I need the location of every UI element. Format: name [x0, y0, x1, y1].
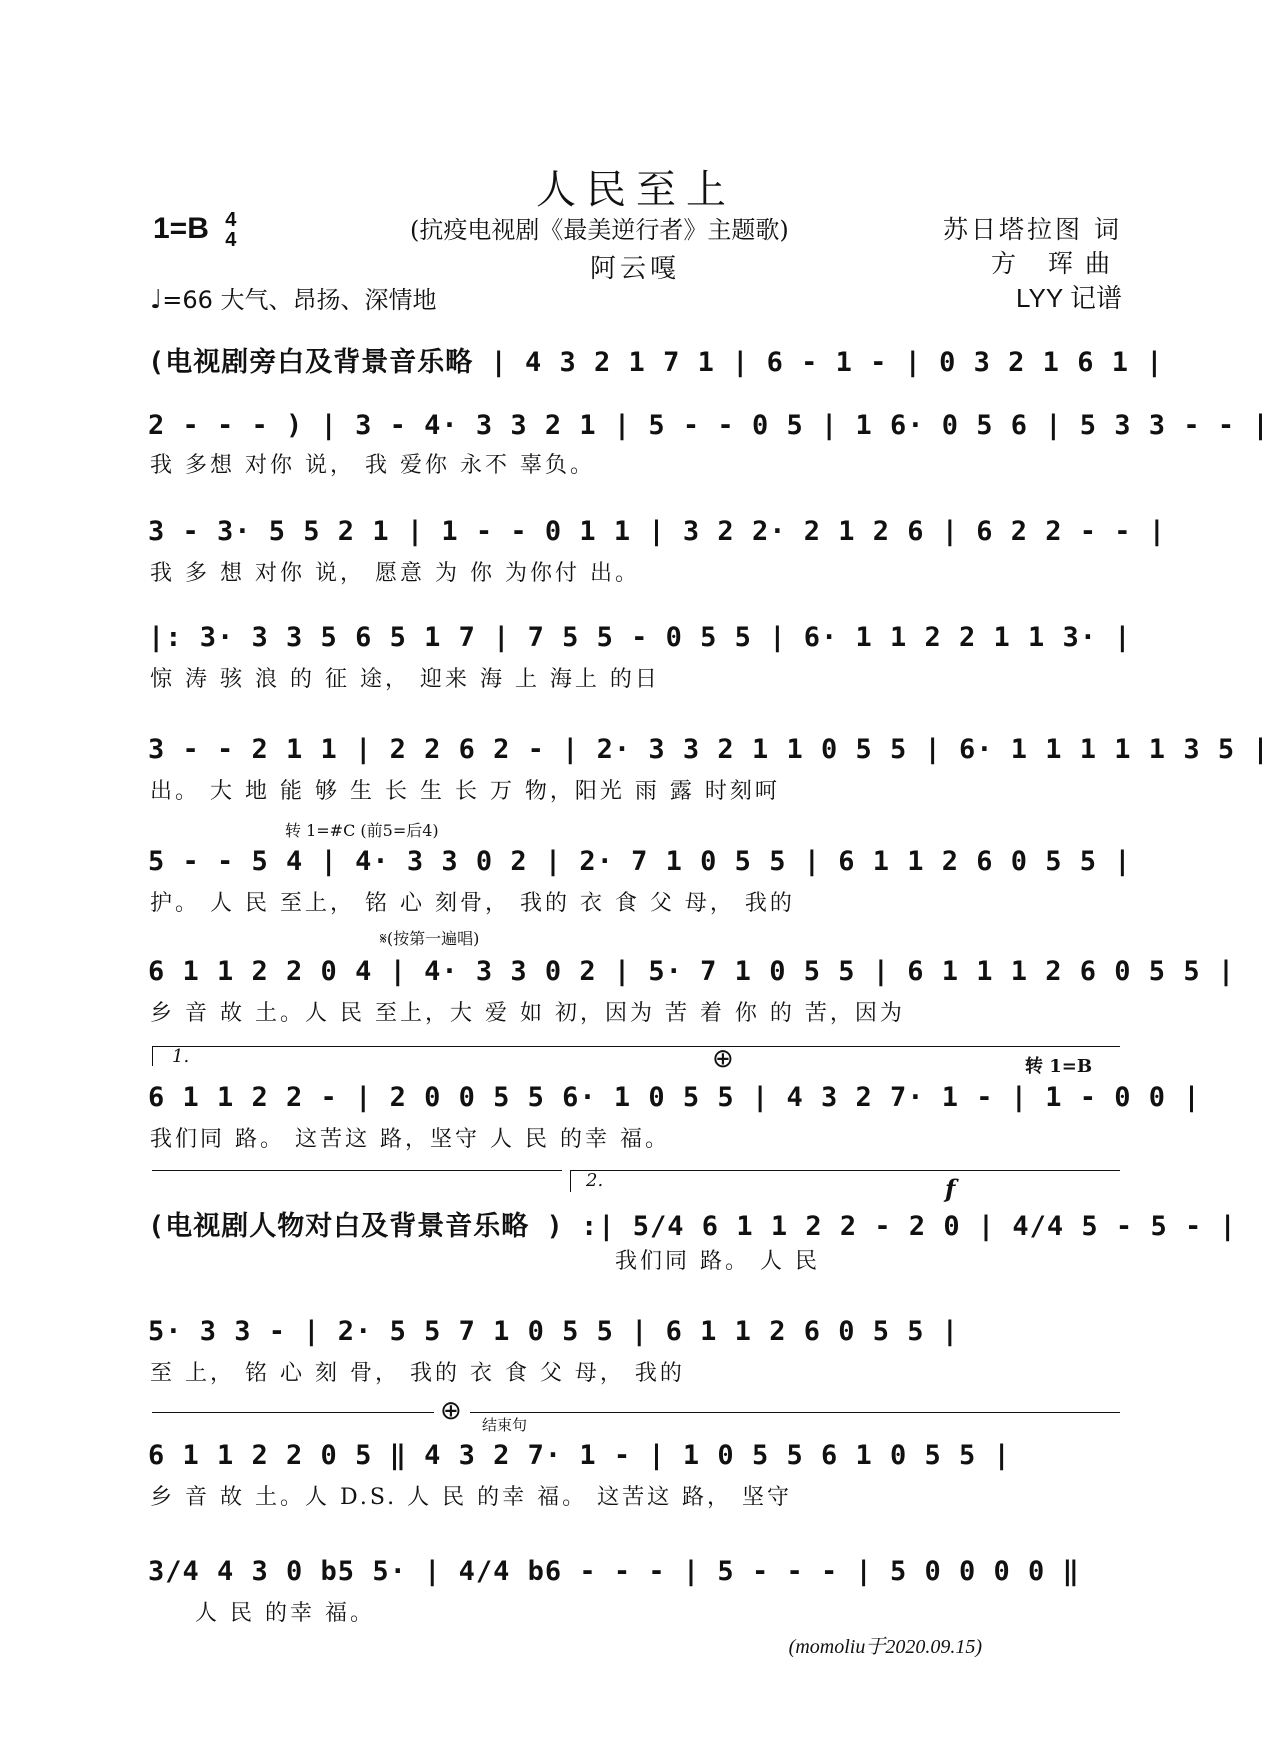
time-top: 4: [225, 209, 237, 231]
quarter-note-icon: ♩: [150, 285, 163, 315]
score-row-7-lyrics: 乡 音 故 土。人 民 至上，大 爱 如 初，因为 苦 着 你 的 苦，因为: [150, 1001, 905, 1026]
segno-note: [380, 926, 479, 949]
score-row-11-notes: 6 1 1 2 2 0 5 ‖ 4 3 2 7· 1 - | 1 0 5 5 6 1 0 5 5 |: [148, 1440, 1011, 1471]
tempo-marking: [150, 280, 437, 315]
song-title: 人民至上: [536, 167, 736, 213]
separator-line: [152, 1170, 562, 1171]
score-row-10-lyrics: 至 上， 铭 心 刻 骨， 我的 衣 食 父 母， 我的: [150, 1361, 685, 1386]
volta-2-bracket: [570, 1170, 1120, 1171]
score-row-6-notes: 5 - - 5 4 | 4· 3 3 0 2 | 2· 7 1 0 5 5 | 6 1 1 2 6 0 5 5 |: [148, 846, 1132, 877]
score-row-2-notes: 2 - - - ) | 3 - 4· 3 3 2 1 | 5 - - 0 5 | 1 6· 0 5 6 | 5 3 3 - - |: [148, 410, 1270, 441]
score-row-9-notes: (电视剧人物对白及背景音乐略 ) :| 5/4 6 1 1 2 2 - 2 0 | 4/4 5 - 5 - |: [148, 1211, 1237, 1242]
score-row-5-lyrics: 出。 大 地 能 够 生 长 生 长 万 物，阳光 雨 露 时刻呵: [150, 779, 780, 804]
volta-1-label: 1.: [172, 1046, 190, 1067]
key-text: 1=B: [153, 211, 209, 245]
score-row-2-lyrics: 我 多想 对你 说， 我 爱你 永不 辜负。: [150, 453, 595, 478]
transcriber-signature: (momoliu于2020.09.15): [788, 1636, 982, 1658]
score-row-8-notes: 6 1 1 2 2 - | 2 0 0 5 5 6· 1 0 5 5 | 4 3 2 7· 1 - | 1 - 0 0 |: [148, 1082, 1201, 1113]
modulation-mark-2: 转 1=B: [1025, 1056, 1093, 1077]
score-row-7-notes: 6 1 1 2 2 0 4 | 4· 3 3 0 2 | 5· 7 1 0 5 5 | 6 1 1 1 2 6 0 5 5 |: [148, 956, 1236, 987]
time-bottom: 4: [225, 229, 237, 251]
segno-text: (按第一遍唱): [386, 929, 480, 948]
subtitle: (抗疫电视剧《最美逆行者》主题歌): [410, 216, 789, 244]
coda-icon: ⊕: [712, 1044, 734, 1074]
volta-2-edge: [570, 1170, 571, 1192]
score-row-3-lyrics: 我 多 想 对你 说， 愿意 为 你 为你付 出。: [150, 561, 640, 586]
score-row-12-lyrics: 人 民 的幸 福。: [195, 1601, 375, 1626]
key-signature: [153, 210, 236, 250]
composer: 方 珲曲: [991, 249, 1122, 278]
dynamic-mark: f: [945, 1174, 956, 1203]
segno-icon: 𝄋: [380, 929, 387, 948]
score-row-5-notes: 3 - - 2 1 1 | 2 2 6 2 - | 2· 3 3 2 1 1 0 5 5 | 6· 1 1 1 1 1 3 5 |: [148, 734, 1270, 765]
ending-line-left: [152, 1412, 434, 1413]
ending-label: 结束句: [482, 1416, 528, 1434]
score-row-8-lyrics: 我们同 路。 这苦这 路，坚守 人 民 的幸 福。: [150, 1127, 670, 1152]
score-row-9-lyrics: 我们同 路。 人 民: [615, 1249, 820, 1274]
volta-1-edge: [152, 1046, 153, 1066]
score-row-10-notes: 5· 3 3 - | 2· 5 5 7 1 0 5 5 | 6 1 1 2 6 0 5 5 |: [148, 1316, 960, 1347]
volta-2-label: 2.: [586, 1170, 604, 1191]
modulation-mark: 转 1=#C (前5=后4): [285, 821, 439, 840]
tempo-text: =66 大气、昂扬、深情地: [162, 286, 437, 314]
transcriber: LYY 记谱: [1016, 283, 1122, 313]
coda-icon-2: ⊕: [440, 1396, 462, 1426]
singer: 阿云嘎: [590, 254, 681, 284]
volta-1-bracket: [152, 1046, 1120, 1047]
time-signature: [225, 210, 236, 250]
ending-line-right: [470, 1412, 1120, 1413]
score-row-3-notes: 3 - 3· 5 5 2 1 | 1 - - 0 1 1 | 3 2 2· 2 1 2 6 | 6 2 2 - - |: [148, 516, 1167, 547]
score-row-6-lyrics: 护。 人 民 至上， 铭 心 刻骨， 我的 衣 食 父 母， 我的: [150, 891, 795, 916]
lyricist: 苏日塔拉图 词: [943, 215, 1122, 244]
score-row-12-notes: 3/4 4 3 0 b5 5· | 4/4 b6 - - - | 5 - - - | 5 0 0 0 0 ‖: [148, 1556, 1080, 1587]
score-row-4-lyrics: 惊 涛 骇 浪 的 征 途， 迎来 海 上 海上 的日: [150, 667, 660, 692]
score-row-11-lyrics: 乡 音 故 土。人 D.S. 人 民 的幸 福。 这苦这 路， 坚守: [150, 1485, 793, 1510]
score-row-1-notes: (电视剧旁白及背景音乐略 | 4 3 2 1 7 1 | 6 - 1 - | 0 3 2 1 6 1 |: [148, 347, 1164, 378]
score-row-4-notes: |: 3· 3 3 5 6 5 1 7 | 7 5 5 - 0 5 5 | 6· 1 1 2 2 1 1 3· |: [148, 622, 1132, 653]
